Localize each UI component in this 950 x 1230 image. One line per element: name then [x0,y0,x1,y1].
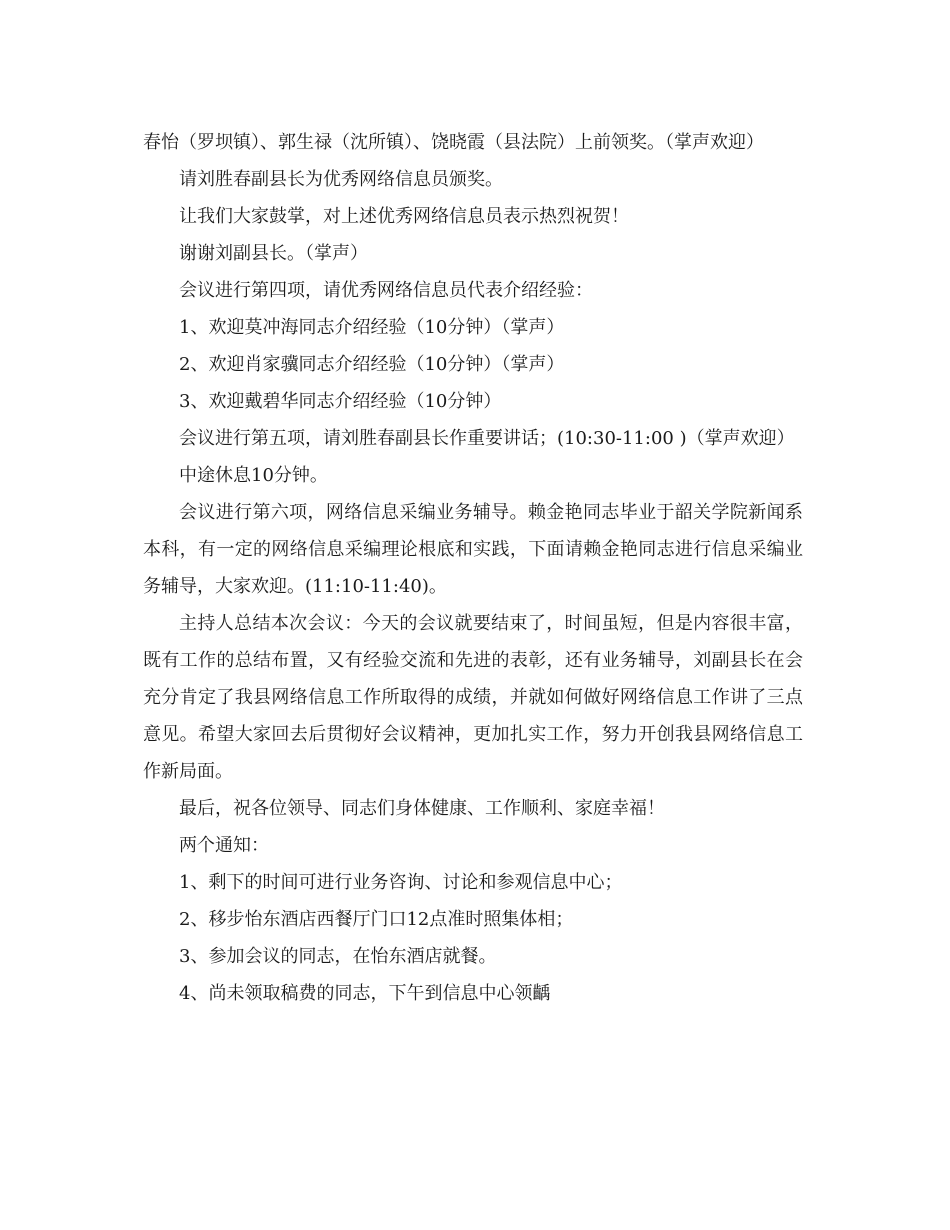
paragraph-notice-1: 1、剩下的时间可进行业务咨询、讨论和参观信息中心； [179,872,623,893]
paragraph-item-four: 会议进行第四项，请优秀网络信息员代表介绍经验： [179,280,593,301]
paragraph-break: 中途休息10分钟。 [179,465,328,486]
paragraph-item-six: 会议进行第六项，网络信息采编业务辅导。赖金艳同志毕业于韶关学院新闻系本科，有一定的网络信息采编理论根底和实践，下面请赖金艳同志进行信息采编业务辅导，大家欢迎。(11:10-11:40)。 [143,502,803,597]
paragraph-notices-heading: 两个通知： [179,835,269,856]
paragraph-closing-wishes: 最后，祝各位领导、同志们身体健康、工作顺利、家庭幸福！ [179,798,665,819]
paragraph-speaker-2: 2、欢迎肖家骥同志介绍经验（10分钟）（掌声） [179,354,565,375]
paragraph-applause: 让我们大家鼓掌，对上述优秀网络信息员表示热烈祝贺！ [179,206,629,227]
paragraph-item-five: 会议进行第五项，请刘胜春副县长作重要讲话；(10:30-11:00 )（掌声欢迎） [179,428,795,449]
document-body [143,124,803,1012]
paragraph-award-continuation: 春怡（罗坝镇）、郭生禄（沈所镇）、饶晓霞（县法院）上前领奖。（掌声欢迎） [143,132,764,153]
paragraph-speaker-3: 3、欢迎戴碧华同志介绍经验（10分钟） [179,391,502,412]
paragraph-notice-4: 4、尚未领取稿费的同志，下午到信息中心领齲 [179,983,551,1004]
paragraph-notice-3: 3、参加会议的同志，在怡东酒店就餐。 [179,946,497,967]
paragraph-thanks: 谢谢刘副县长。（掌声） [179,243,368,264]
paragraph-host-summary: 主持人总结本次会议：今天的会议就要结束了，时间虽短，但是内容很丰富，既有工作的总结布置，又有经验交流和先进的表彰，还有业务辅导，刘副县长在会充分肯定了我县网络信息工作所取得的成绩，并就如何做好网络信息工作讲了三点意见。希望大家回去后贯彻好会议精神，更加扎实工作，努力开创我县网络信息工作新局面。 [143,613,803,782]
paragraph-speaker-1: 1、欢迎莫冲海同志介绍经验（10分钟）（掌声） [179,317,565,338]
paragraph-award-presenter: 请刘胜春副县长为优秀网络信息员颁奖。 [179,169,503,190]
paragraph-notice-2: 2、移步怡东酒店西餐厅门口12点准时照集体相； [179,909,574,930]
